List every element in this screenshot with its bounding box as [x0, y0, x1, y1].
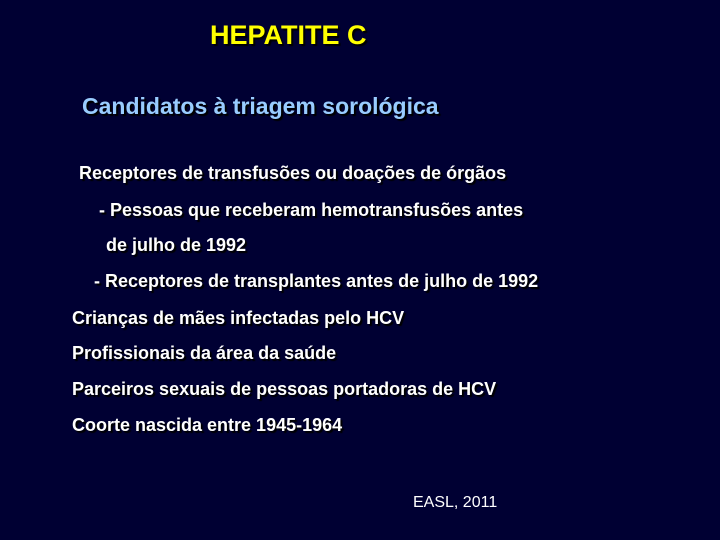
list-item: Crianças de mães infectadas pelo HCV [72, 308, 405, 328]
list-item: Profissionais da área da saúde [72, 343, 337, 363]
slide-subtitle: Candidatos à triagem sorológica [82, 93, 439, 119]
slide-title: HEPATITE C [210, 20, 367, 50]
list-item: Receptores de transfusões ou doações de órgãos [79, 163, 507, 183]
list-subitem-continuation: de julho de 1992 [106, 235, 247, 255]
list-subitem: - Receptores de transplantes antes de julho de 1992 [94, 271, 539, 291]
list-item: Parceiros sexuais de pessoas portadoras de HCV [72, 379, 497, 399]
list-subitem: - Pessoas que receberam hemotransfusões antes [99, 200, 524, 220]
list-item: Coorte nascida entre 1945-1964 [72, 415, 343, 435]
source-citation: EASL, 2011 [413, 494, 498, 511]
